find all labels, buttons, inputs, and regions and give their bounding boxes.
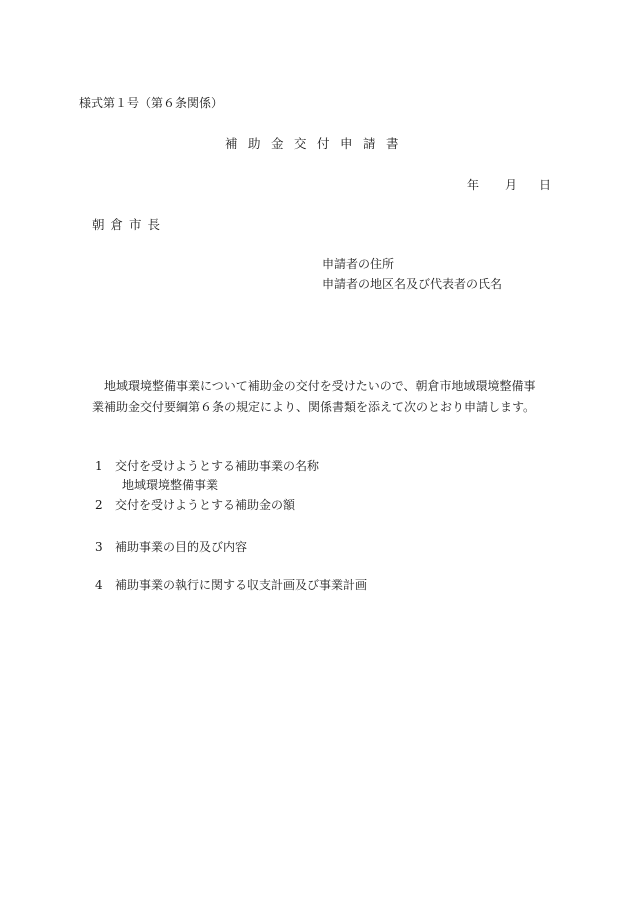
item-number: 2: [95, 498, 103, 512]
form-number: 様式第１号（第６条関係）: [79, 96, 224, 110]
date-month: 月: [505, 178, 518, 192]
item-value: 地域環境整備事業: [122, 478, 219, 492]
item-number: 3: [95, 540, 103, 554]
applicant-name-label: 申請者の地区名及び代表者の氏名: [322, 277, 503, 291]
addressee: 朝倉市長: [92, 217, 167, 232]
item-number: 1: [95, 459, 103, 473]
item-label: 交付を受けようとする補助金の額: [115, 498, 296, 512]
item-label: 補助事業の目的及び内容: [115, 540, 248, 554]
applicant-address-label: 申請者の住所: [322, 257, 395, 271]
document-title: 補助金交付申請書: [225, 136, 410, 151]
date-line: [467, 177, 551, 193]
item-label: 交付を受けようとする補助事業の名称: [115, 459, 320, 473]
application-statement: 地域環境整備事業について補助金の交付を受けたいので、朝倉市地域環境整備事業補助金交付要綱第６条の規定により、関係書類を添えて次のとおり申請します。: [92, 379, 536, 414]
item-number: 4: [95, 578, 103, 592]
item-label: 補助事業の執行に関する収支計画及び事業計画: [115, 578, 368, 592]
date-day: 日: [539, 178, 552, 192]
date-year: 年: [467, 178, 480, 192]
